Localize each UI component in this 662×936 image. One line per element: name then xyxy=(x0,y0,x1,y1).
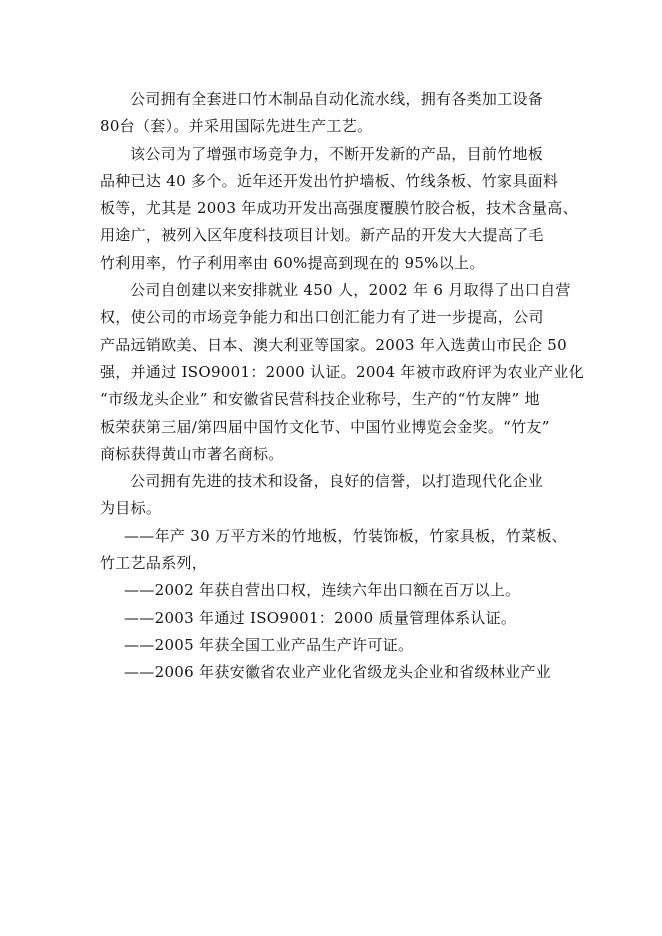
text-line: 公司拥有全套进口竹木制品自动化流水线，拥有各类加工设备 xyxy=(130,90,544,108)
text-line: 板等，尤其是 2003 年成功开发出高强度覆膜竹胶合板，技术含量高、 xyxy=(100,199,578,218)
text-line: ——2005 年获全国工业产品生产许可证。 xyxy=(124,635,414,654)
text-line: 板荣获第三届/第四届中国竹文化节、中国竹业博览会金奖。“竹友” xyxy=(100,417,550,436)
text-line: 为目标。 xyxy=(100,499,162,518)
text-line: 强，并通过 ISO9001：2000 认证。2004 年被市政府评为农业产业化 xyxy=(100,362,585,381)
text-line: 权，使公司的市场竞争能力和出口创汇能力有了进一步提高，公司 xyxy=(100,308,544,327)
text-line: “市级龙头企业” 和安徽省民营科技企业称号，生产的“竹友牌” 地 xyxy=(100,390,540,409)
text-line: 公司自创建以来安排就业 450 人，2002 年 6 月取得了出口自营 xyxy=(130,281,571,300)
text-line: ——年产 30 万平方米的竹地板，竹装饰板，竹家具板，竹菜板、 xyxy=(124,526,567,545)
text-line: ——2002 年获自营出口权，连续六年出口额在百万以上。 xyxy=(124,581,521,600)
text-line: 公司拥有先进的技术和设备，良好的信誉，以打造现代化企业 xyxy=(130,472,544,491)
text-line: 商标获得黄山市著名商标。 xyxy=(100,444,284,463)
text-line: ——2006 年获安徽省农业产业化省级龙头企业和省级林业产业 xyxy=(124,663,551,682)
text-line: 产品远销欧美、日本、澳大利亚等国家。2003 年入选黄山市民企 50 xyxy=(100,335,567,354)
text-line: 竹利用率，竹子利用率由 60%提高到现在的 95%以上。 xyxy=(100,253,485,272)
text-line: 用途广，被列入区年度科技项目计划。新产品的开发大大提高了毛 xyxy=(100,226,544,245)
text-line: 80台（套）。并采用国际先进生产工艺。 xyxy=(100,117,373,136)
text-line: 该公司为了增强市场竞争力，不断开发新的产品，目前竹地板 xyxy=(130,144,544,163)
text-line: ——2003 年通过 ISO9001：2000 质量管理体系认证。 xyxy=(124,608,517,627)
text-line: 竹工艺品系列， xyxy=(100,554,208,573)
text-line: 品种已达 40 多个。近年还开发出竹护墙板、竹线条板、竹家具面料 xyxy=(100,171,559,190)
document-body xyxy=(100,86,585,687)
